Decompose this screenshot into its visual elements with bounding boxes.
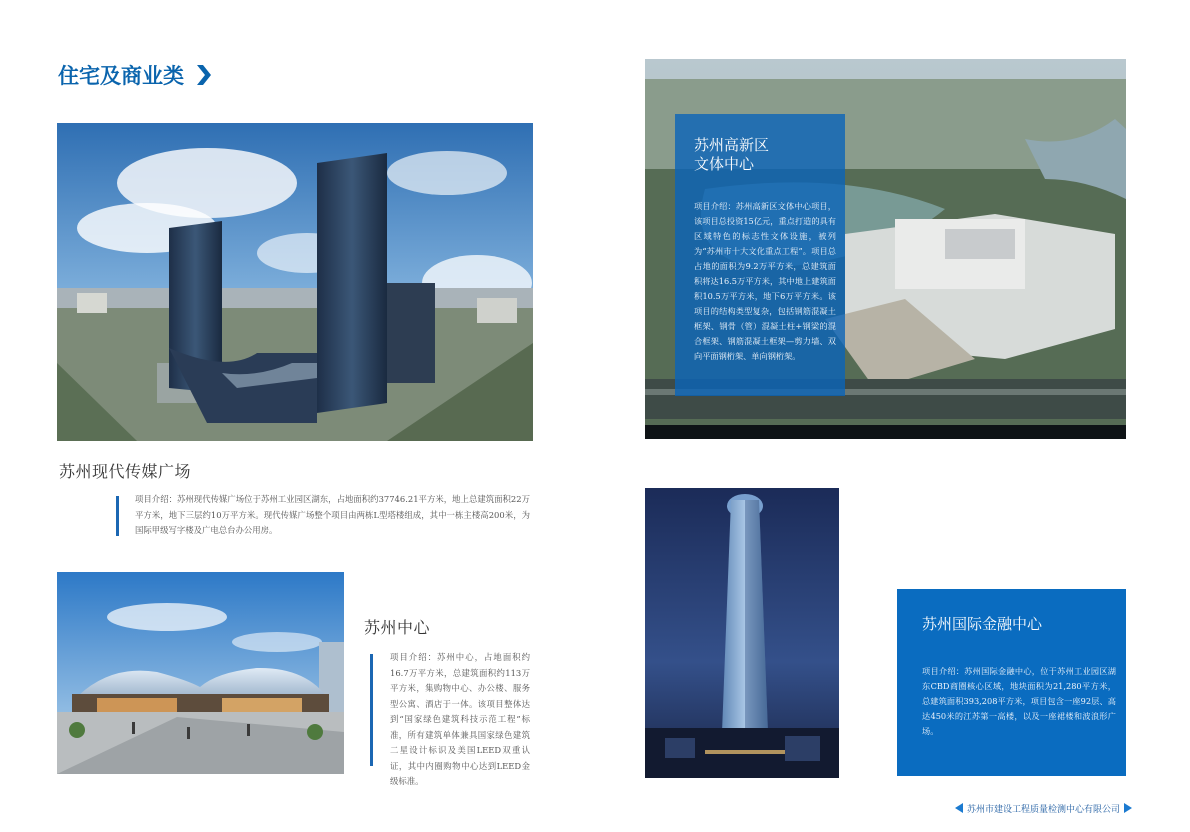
media-plaza-photo <box>57 123 533 441</box>
project-description: 项目介绍：苏州国际金融中心，位于苏州工业园区湖东CBD商圈核心区域，地块面积为21,280平方米，总建筑面积393,208平方米，项目包含一座92层、高达450米的江苏第一高楼，以及一座裙楼和波浪形广场。 <box>922 666 1116 736</box>
ifc-tower-photo <box>645 488 839 778</box>
sports-culture-center-card <box>675 114 845 396</box>
desc-accent-bar <box>116 496 119 536</box>
project-title: 苏州中心 <box>364 618 431 637</box>
ifc-card <box>897 589 1126 776</box>
suzhou-center-photo <box>57 572 344 774</box>
triangle-right-icon <box>1124 803 1132 813</box>
project-title-line: 文体中心 <box>694 155 755 173</box>
desc-accent-bar <box>370 654 373 766</box>
company-name: 苏州市建设工程质量检测中心有限公司 <box>966 804 1120 815</box>
project-description: 项目介绍：苏州高新区文体中心项目，该项目总投资15亿元，重点打造的具有区域特色的标志性文体设施，被列为“苏州市十大文化重点工程”。项目总占地的面积为9.2万平方米，总建筑面积将达16.5万平方米，其中地上建筑面积10.5万平方米，地下6万平方米。该项目的结构类型复杂，包括钢筋混凝土框架、钢骨（管）混凝土柱+钢梁的混合框架、钢筋混凝土框架—剪力墙、双向平面钢桁架、单向钢桁架。 <box>694 201 836 361</box>
project-title-line: 苏州高新区 <box>694 136 770 154</box>
project-title: 苏州国际金融中心 <box>922 615 1043 633</box>
project-title: 苏州现代传媒广场 <box>59 462 192 481</box>
project-description: 项目介绍：苏州现代传媒广场位于苏州工业园区湖东，占地面积约37746.21平方米，地上总建筑面积22万平方米，地下三层约10万平方米。现代传媒广场整个项目由两栋L型塔楼组成，其中一栋主楼高200米，为国际甲级写字楼及广电总台办公用房。 <box>135 494 530 535</box>
section-title: 住宅及商业类 <box>58 64 184 88</box>
section-heading <box>58 58 212 92</box>
project-description: 项目介绍：苏州中心，占地面积约16.7万平方米，总建筑面积约113万平方米，集购物中心、办公楼、服务型公寓、酒店于一体。该项目整体达到“国家绿色建筑科技示范工程”标准，所有建筑单体兼具国家绿色建筑二星设计标识及美国LEED双重认证，其中内圈购物中心达到LEED金级标准。 <box>390 652 530 786</box>
footer <box>955 800 1132 816</box>
triangle-left-icon <box>955 803 963 813</box>
chevron-right-icon <box>194 64 212 86</box>
